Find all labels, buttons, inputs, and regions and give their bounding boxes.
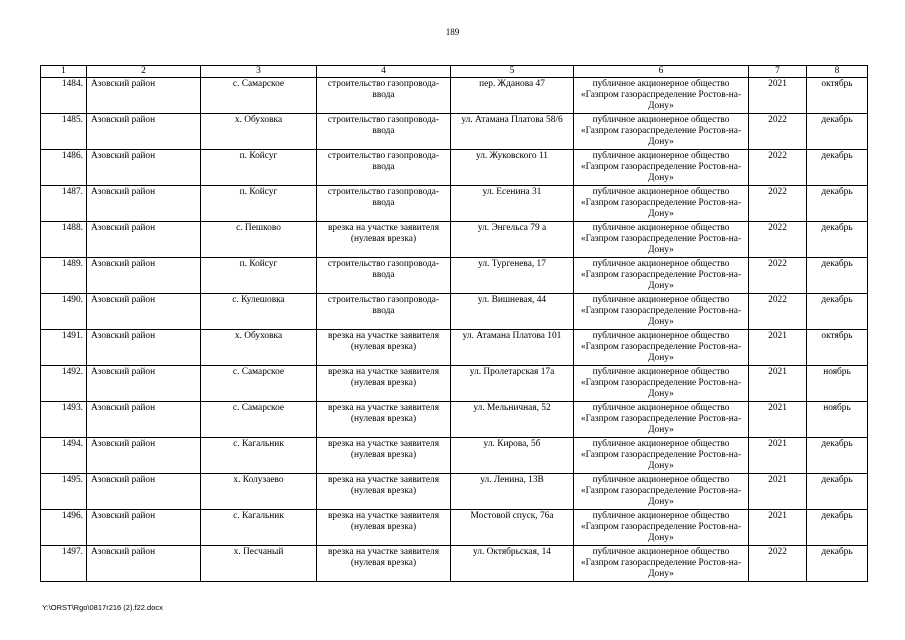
work-type-cell: врезка на участке заявителя (нулевая врезка): [317, 545, 451, 581]
year-cell: 2022: [749, 257, 807, 293]
row-number-cell: 1492.: [41, 365, 87, 401]
organization-cell: публичное акционерное общество «Газпром газораспределение Ростов-на-Дону»: [574, 509, 749, 545]
locality-cell: х. Обуховка: [201, 113, 317, 149]
address-cell: ул. Есенина 31: [451, 185, 574, 221]
work-type-cell: строительство газопровода-ввода: [317, 78, 451, 114]
organization-cell: публичное акционерное общество «Газпром газораспределение Ростов-на-Дону»: [574, 113, 749, 149]
district-cell: Азовский район: [87, 185, 201, 221]
address-cell: ул. Мельничная, 52: [451, 401, 574, 437]
district-cell: Азовский район: [87, 221, 201, 257]
month-cell: декабрь: [807, 509, 868, 545]
year-cell: 2021: [749, 329, 807, 365]
organization-cell: публичное акционерное общество «Газпром газораспределение Ростов-на-Дону»: [574, 545, 749, 581]
district-cell: Азовский район: [87, 257, 201, 293]
organization-cell: публичное акционерное общество «Газпром газораспределение Ростов-на-Дону»: [574, 185, 749, 221]
month-cell: октябрь: [807, 329, 868, 365]
row-number-cell: 1491.: [41, 329, 87, 365]
year-cell: 2022: [749, 149, 807, 185]
locality-cell: х. Колузаево: [201, 473, 317, 509]
month-cell: декабрь: [807, 149, 868, 185]
row-number-cell: 1485.: [41, 113, 87, 149]
month-cell: декабрь: [807, 113, 868, 149]
year-cell: 2021: [749, 473, 807, 509]
column-header-5: 5: [451, 66, 574, 78]
locality-cell: п. Койсуг: [201, 149, 317, 185]
address-cell: Мостовой спуск, 76а: [451, 509, 574, 545]
district-cell: Азовский район: [87, 401, 201, 437]
district-cell: Азовский район: [87, 437, 201, 473]
month-cell: декабрь: [807, 293, 868, 329]
month-cell: ноябрь: [807, 365, 868, 401]
organization-cell: публичное акционерное общество «Газпром газораспределение Ростов-на-Дону»: [574, 293, 749, 329]
address-cell: ул. Жуковского 11: [451, 149, 574, 185]
table-row: [41, 185, 868, 221]
year-cell: 2022: [749, 293, 807, 329]
page-number: 189: [445, 27, 460, 37]
table-row: [41, 473, 868, 509]
organization-cell: публичное акционерное общество «Газпром газораспределение Ростов-на-Дону»: [574, 437, 749, 473]
organization-cell: публичное акционерное общество «Газпром газораспределение Ростов-на-Дону»: [574, 149, 749, 185]
district-cell: Азовский район: [87, 329, 201, 365]
row-number-cell: 1486.: [41, 149, 87, 185]
address-cell: ул. Атамана Платова 58/6: [451, 113, 574, 149]
year-cell: 2022: [749, 221, 807, 257]
column-header-3: 3: [201, 66, 317, 78]
row-number-cell: 1496.: [41, 509, 87, 545]
locality-cell: с. Кагальник: [201, 509, 317, 545]
district-cell: Азовский район: [87, 78, 201, 114]
row-number-cell: 1488.: [41, 221, 87, 257]
locality-cell: с. Кулешовка: [201, 293, 317, 329]
locality-cell: п. Койсуг: [201, 257, 317, 293]
work-type-cell: врезка на участке заявителя (нулевая врезка): [317, 221, 451, 257]
work-type-cell: строительство газопровода-ввода: [317, 293, 451, 329]
year-cell: 2021: [749, 401, 807, 437]
year-cell: 2022: [749, 185, 807, 221]
table-row: [41, 437, 868, 473]
row-number-cell: 1497.: [41, 545, 87, 581]
year-cell: 2021: [749, 509, 807, 545]
address-cell: ул. Кирова, 5б: [451, 437, 574, 473]
locality-cell: с. Самарское: [201, 78, 317, 114]
locality-cell: с. Самарское: [201, 365, 317, 401]
address-cell: ул. Атамана Платова 101: [451, 329, 574, 365]
locality-cell: с. Кагальник: [201, 437, 317, 473]
work-type-cell: строительство газопровода-ввода: [317, 149, 451, 185]
district-cell: Азовский район: [87, 113, 201, 149]
month-cell: ноябрь: [807, 401, 868, 437]
year-cell: 2021: [749, 437, 807, 473]
row-number-cell: 1487.: [41, 185, 87, 221]
organization-cell: публичное акционерное общество «Газпром газораспределение Ростов-на-Дону»: [574, 329, 749, 365]
table-row: [41, 365, 868, 401]
month-cell: декабрь: [807, 545, 868, 581]
row-number-cell: 1493.: [41, 401, 87, 437]
row-number-cell: 1484.: [41, 78, 87, 114]
column-header-6: 6: [574, 66, 749, 78]
locality-cell: х. Обуховка: [201, 329, 317, 365]
address-cell: ул. Пролетарская 17а: [451, 365, 574, 401]
table-row: [41, 509, 868, 545]
address-cell: ул. Вишневая, 44: [451, 293, 574, 329]
month-cell: декабрь: [807, 221, 868, 257]
row-number-cell: 1494.: [41, 437, 87, 473]
row-number-cell: 1495.: [41, 473, 87, 509]
header-row: [41, 66, 868, 78]
table-row: [41, 545, 868, 581]
table-row: [41, 257, 868, 293]
table-row: [41, 149, 868, 185]
month-cell: октябрь: [807, 78, 868, 114]
organization-cell: публичное акционерное общество «Газпром газораспределение Ростов-на-Дону»: [574, 365, 749, 401]
table-row: [41, 329, 868, 365]
work-type-cell: врезка на участке заявителя (нулевая врезка): [317, 401, 451, 437]
work-type-cell: врезка на участке заявителя (нулевая врезка): [317, 473, 451, 509]
month-cell: декабрь: [807, 185, 868, 221]
table-row: [41, 293, 868, 329]
column-header-7: 7: [749, 66, 807, 78]
year-cell: 2022: [749, 545, 807, 581]
work-type-cell: врезка на участке заявителя (нулевая врезка): [317, 437, 451, 473]
month-cell: декабрь: [807, 437, 868, 473]
column-header-4: 4: [317, 66, 451, 78]
locality-cell: п. Койсуг: [201, 185, 317, 221]
locality-cell: с. Пешково: [201, 221, 317, 257]
address-cell: ул. Энгельса 79 а: [451, 221, 574, 257]
column-header-1: 1: [41, 66, 87, 78]
table-row: [41, 78, 868, 114]
organization-cell: публичное акционерное общество «Газпром газораспределение Ростов-на-Дону»: [574, 221, 749, 257]
district-cell: Азовский район: [87, 545, 201, 581]
year-cell: 2021: [749, 365, 807, 401]
file-path-footer: Y:\ORST\Rgo\0817r216 (2).f22.docx: [42, 603, 163, 612]
district-cell: Азовский район: [87, 365, 201, 401]
district-cell: Азовский район: [87, 473, 201, 509]
address-cell: ул. Ленина, 13В: [451, 473, 574, 509]
district-cell: Азовский район: [87, 509, 201, 545]
district-cell: Азовский район: [87, 149, 201, 185]
address-cell: ул. Тургенева, 17: [451, 257, 574, 293]
locality-cell: с. Самарское: [201, 401, 317, 437]
work-type-cell: строительство газопровода-ввода: [317, 257, 451, 293]
year-cell: 2021: [749, 78, 807, 114]
organization-cell: публичное акционерное общество «Газпром газораспределение Ростов-на-Дону»: [574, 257, 749, 293]
row-number-cell: 1490.: [41, 293, 87, 329]
address-cell: ул. Октябрьская, 14: [451, 545, 574, 581]
work-type-cell: врезка на участке заявителя (нулевая врезка): [317, 365, 451, 401]
work-type-cell: строительство газопровода-ввода: [317, 113, 451, 149]
table-row: [41, 221, 868, 257]
year-cell: 2022: [749, 113, 807, 149]
table-row: [41, 113, 868, 149]
table-row: [41, 401, 868, 437]
gas-connection-table: [40, 65, 868, 582]
column-header-2: 2: [87, 66, 201, 78]
organization-cell: публичное акционерное общество «Газпром газораспределение Ростов-на-Дону»: [574, 473, 749, 509]
organization-cell: публичное акционерное общество «Газпром газораспределение Ростов-на-Дону»: [574, 401, 749, 437]
work-type-cell: врезка на участке заявителя (нулевая врезка): [317, 329, 451, 365]
address-cell: пер. Жданова 47: [451, 78, 574, 114]
organization-cell: публичное акционерное общество «Газпром газораспределение Ростов-на-Дону»: [574, 78, 749, 114]
work-type-cell: врезка на участке заявителя (нулевая врезка): [317, 509, 451, 545]
district-cell: Азовский район: [87, 293, 201, 329]
row-number-cell: 1489.: [41, 257, 87, 293]
month-cell: декабрь: [807, 257, 868, 293]
column-header-8: 8: [807, 66, 868, 78]
locality-cell: х. Песчаный: [201, 545, 317, 581]
work-type-cell: строительство газопровода-ввода: [317, 185, 451, 221]
month-cell: декабрь: [807, 473, 868, 509]
